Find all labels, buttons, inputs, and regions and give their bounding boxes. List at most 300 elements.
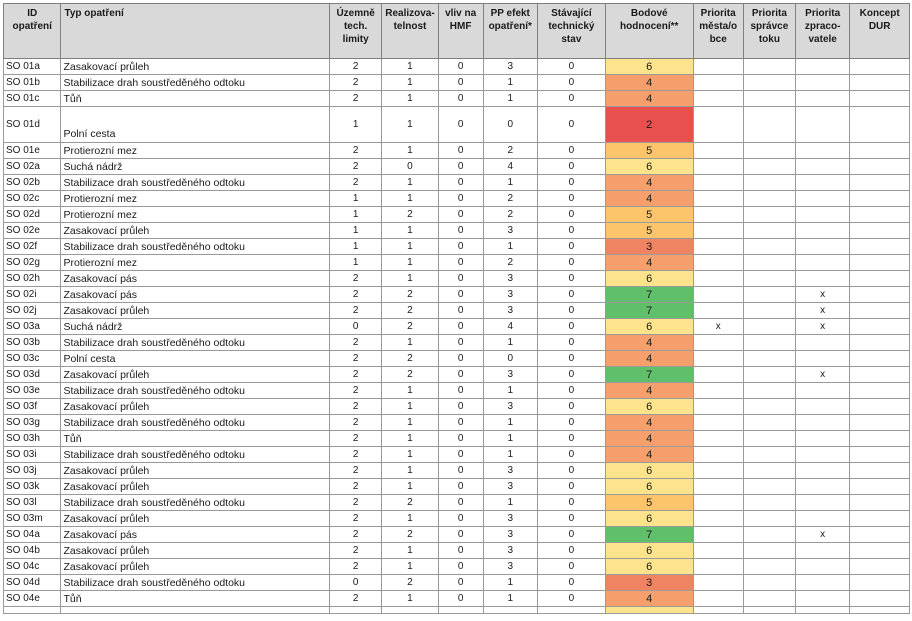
cell-koncept-dur xyxy=(850,319,910,335)
cell-limity: 1 xyxy=(330,191,382,207)
cell-koncept-dur xyxy=(850,447,910,463)
cell-priorita-mesta xyxy=(693,255,743,271)
cell-id: SO 02a xyxy=(4,159,61,175)
cell-priorita-mesta xyxy=(693,431,743,447)
cell-priorita-zpracovatele xyxy=(796,591,850,607)
cell-type: Zasakovací průleh xyxy=(61,543,330,559)
cell-realizovatelnost: 1 xyxy=(382,107,438,143)
cell-type: Zasakovací průleh xyxy=(61,511,330,527)
cell-stav: 0 xyxy=(537,59,605,75)
cell-priorita-spravce xyxy=(743,175,795,191)
cell-hmf: 0 xyxy=(438,303,483,319)
cell-priorita-spravce xyxy=(743,107,795,143)
cell-id: SO 03c xyxy=(4,351,61,367)
cell-hmf: 0 xyxy=(438,223,483,239)
cell-pp-efekt: 1 xyxy=(483,495,537,511)
cell-priorita-mesta xyxy=(693,303,743,319)
cell-realizovatelnost: 1 xyxy=(382,255,438,271)
cell-pp-efekt: 3 xyxy=(483,511,537,527)
cell-limity: 1 xyxy=(330,255,382,271)
cell-priorita-spravce xyxy=(743,303,795,319)
cell-limity: 2 xyxy=(330,479,382,495)
cell-type: Tůň xyxy=(61,91,330,107)
cell-koncept-dur xyxy=(850,591,910,607)
cell-type: Protierozní mez xyxy=(61,143,330,159)
cell-priorita-zpracovatele xyxy=(796,223,850,239)
cell-stav: 0 xyxy=(537,447,605,463)
cell-score: 5 xyxy=(605,143,693,159)
cell-id: SO 03m xyxy=(4,511,61,527)
cell-hmf: 0 xyxy=(438,287,483,303)
table-row xyxy=(4,91,910,107)
cell-pp-efekt: 3 xyxy=(483,287,537,303)
cell-id: SO 01a xyxy=(4,59,61,75)
cell-empty xyxy=(537,607,605,614)
cell-type: Stabilizace drah soustředěného odtoku xyxy=(61,447,330,463)
cell-priorita-spravce xyxy=(743,495,795,511)
cell-realizovatelnost: 1 xyxy=(382,191,438,207)
cell-koncept-dur xyxy=(850,511,910,527)
cell-score: 4 xyxy=(605,175,693,191)
cell-realizovatelnost: 1 xyxy=(382,447,438,463)
cell-score: 3 xyxy=(605,239,693,255)
cell-priorita-spravce xyxy=(743,75,795,91)
cell-priorita-spravce xyxy=(743,191,795,207)
header-line: Koncept xyxy=(859,8,900,19)
header-score xyxy=(605,4,693,59)
cell-priorita-spravce xyxy=(743,463,795,479)
cell-hmf: 0 xyxy=(438,107,483,143)
cell-priorita-spravce xyxy=(743,559,795,575)
cell-stav: 0 xyxy=(537,207,605,223)
cell-realizovatelnost: 1 xyxy=(382,463,438,479)
cell-empty xyxy=(693,607,743,614)
cell-stav: 0 xyxy=(537,479,605,495)
cell-priorita-zpracovatele xyxy=(796,91,850,107)
cell-priorita-zpracovatele xyxy=(796,255,850,271)
cell-priorita-mesta xyxy=(693,511,743,527)
cell-stav: 0 xyxy=(537,239,605,255)
header-line: DUR xyxy=(868,21,891,32)
header-line: stav xyxy=(561,34,582,45)
cell-pp-efekt: 1 xyxy=(483,383,537,399)
cell-type: Suchá nádrž xyxy=(61,159,330,175)
cell-priorita-mesta xyxy=(693,59,743,75)
cell-stav: 0 xyxy=(537,511,605,527)
cell-realizovatelnost: 2 xyxy=(382,287,438,303)
cell-score: 4 xyxy=(605,91,693,107)
cell-stav: 0 xyxy=(537,303,605,319)
cell-realizovatelnost: 1 xyxy=(382,143,438,159)
cell-pp-efekt: 2 xyxy=(483,255,537,271)
cell-stav: 0 xyxy=(537,383,605,399)
cell-type: Protierozní mez xyxy=(61,255,330,271)
cell-stav: 0 xyxy=(537,543,605,559)
cell-koncept-dur xyxy=(850,415,910,431)
header-priorita-zpracovatele xyxy=(796,4,850,59)
cell-score: 4 xyxy=(605,351,693,367)
cell-type: Zasakovací pás xyxy=(61,271,330,287)
cell-type: Tůň xyxy=(61,591,330,607)
cell-hmf: 0 xyxy=(438,591,483,607)
cell-priorita-mesta xyxy=(693,159,743,175)
cell-limity: 2 xyxy=(330,175,382,191)
cell-priorita-spravce xyxy=(743,207,795,223)
cell-score: 6 xyxy=(605,463,693,479)
table-row xyxy=(4,59,910,75)
cell-id: SO 02d xyxy=(4,207,61,223)
cell-type: Zasakovací průleh xyxy=(61,303,330,319)
table-row xyxy=(4,447,910,463)
table-row xyxy=(4,511,910,527)
cell-priorita-spravce xyxy=(743,383,795,399)
cell-priorita-spravce xyxy=(743,319,795,335)
cell-realizovatelnost: 1 xyxy=(382,59,438,75)
cell-realizovatelnost: 2 xyxy=(382,351,438,367)
header-type xyxy=(61,4,330,59)
cell-empty xyxy=(438,607,483,614)
cell-koncept-dur xyxy=(850,575,910,591)
cell-pp-efekt: 1 xyxy=(483,239,537,255)
cell-limity: 2 xyxy=(330,143,382,159)
cell-pp-efekt: 2 xyxy=(483,143,537,159)
cell-stav: 0 xyxy=(537,399,605,415)
cell-priorita-spravce xyxy=(743,415,795,431)
cell-hmf: 0 xyxy=(438,335,483,351)
cell-type: Zasakovací průleh xyxy=(61,223,330,239)
cell-pp-efekt: 1 xyxy=(483,591,537,607)
cell-priorita-mesta xyxy=(693,415,743,431)
cell-pp-efekt: 1 xyxy=(483,175,537,191)
cell-realizovatelnost: 1 xyxy=(382,511,438,527)
header-priorita-mesta xyxy=(693,4,743,59)
cell-priorita-zpracovatele: x xyxy=(796,287,850,303)
cell-limity: 2 xyxy=(330,495,382,511)
cell-score: 4 xyxy=(605,335,693,351)
cell-pp-efekt: 1 xyxy=(483,415,537,431)
cell-priorita-mesta xyxy=(693,399,743,415)
table-row xyxy=(4,143,910,159)
cell-koncept-dur xyxy=(850,191,910,207)
cell-priorita-spravce xyxy=(743,91,795,107)
cell-priorita-spravce xyxy=(743,351,795,367)
cell-stav: 0 xyxy=(537,367,605,383)
cell-hmf: 0 xyxy=(438,191,483,207)
cell-id: SO 01e xyxy=(4,143,61,159)
cell-id: SO 03b xyxy=(4,335,61,351)
cell-id: SO 02e xyxy=(4,223,61,239)
cell-stav: 0 xyxy=(537,335,605,351)
cell-pp-efekt: 1 xyxy=(483,75,537,91)
table-row xyxy=(4,463,910,479)
cell-priorita-spravce xyxy=(743,479,795,495)
header-line: Bodové xyxy=(630,8,668,19)
cell-id: SO 01c xyxy=(4,91,61,107)
cell-score: 6 xyxy=(605,543,693,559)
cell-koncept-dur xyxy=(850,495,910,511)
cell-pp-efekt: 3 xyxy=(483,367,537,383)
cell-pp-efekt: 1 xyxy=(483,575,537,591)
cell-priorita-mesta xyxy=(693,543,743,559)
cell-priorita-mesta xyxy=(693,559,743,575)
cell-score: 7 xyxy=(605,367,693,383)
table-row xyxy=(4,415,910,431)
cell-priorita-spravce xyxy=(743,447,795,463)
cell-priorita-zpracovatele: x xyxy=(796,527,850,543)
cell-limity: 2 xyxy=(330,75,382,91)
cell-pp-efekt: 3 xyxy=(483,303,537,319)
cell-score: 5 xyxy=(605,223,693,239)
cell-priorita-mesta xyxy=(693,175,743,191)
cell-priorita-mesta: x xyxy=(693,319,743,335)
table-row xyxy=(4,191,910,207)
cell-priorita-spravce xyxy=(743,255,795,271)
cell-score: 6 xyxy=(605,479,693,495)
cell-type: Zasakovací průleh xyxy=(61,463,330,479)
cell-score: 4 xyxy=(605,447,693,463)
cell-id: SO 04e xyxy=(4,591,61,607)
cell-priorita-zpracovatele xyxy=(796,431,850,447)
cell-type: Stabilizace drah soustředěného odtoku xyxy=(61,335,330,351)
header-line: města/o xyxy=(699,21,738,32)
cell-realizovatelnost: 1 xyxy=(382,175,438,191)
cell-priorita-mesta xyxy=(693,335,743,351)
table-row xyxy=(4,495,910,511)
header-line: technický xyxy=(548,21,595,32)
header-pp-efekt xyxy=(483,4,537,59)
cell-stav: 0 xyxy=(537,191,605,207)
cell-hmf: 0 xyxy=(438,399,483,415)
cell-limity: 2 xyxy=(330,367,382,383)
cell-limity: 2 xyxy=(330,335,382,351)
header-line: Typ opatření xyxy=(64,8,124,19)
cell-koncept-dur xyxy=(850,143,910,159)
table-row xyxy=(4,271,910,287)
cell-hmf: 0 xyxy=(438,383,483,399)
cell-pp-efekt: 3 xyxy=(483,223,537,239)
cell-priorita-mesta xyxy=(693,351,743,367)
cell-type: Zasakovací průleh xyxy=(61,479,330,495)
cell-empty xyxy=(850,607,910,614)
cell-score: 4 xyxy=(605,75,693,91)
cell-priorita-spravce xyxy=(743,223,795,239)
cell-pp-efekt: 3 xyxy=(483,399,537,415)
cell-koncept-dur xyxy=(850,239,910,255)
cell-hmf: 0 xyxy=(438,143,483,159)
cell-pp-efekt: 3 xyxy=(483,463,537,479)
cell-hmf: 0 xyxy=(438,495,483,511)
cell-limity: 2 xyxy=(330,415,382,431)
cell-priorita-spravce xyxy=(743,143,795,159)
cell-pp-efekt: 3 xyxy=(483,543,537,559)
cell-priorita-mesta xyxy=(693,287,743,303)
cell-priorita-mesta xyxy=(693,75,743,91)
cell-type: Stabilizace drah soustředěného odtoku xyxy=(61,575,330,591)
cell-realizovatelnost: 2 xyxy=(382,207,438,223)
cell-hmf: 0 xyxy=(438,543,483,559)
cell-realizovatelnost: 1 xyxy=(382,271,438,287)
cell-type: Stabilizace drah soustředěného odtoku xyxy=(61,495,330,511)
header-line: opatření xyxy=(12,21,52,32)
cell-type: Stabilizace drah soustředěného odtoku xyxy=(61,415,330,431)
cell-hmf: 0 xyxy=(438,239,483,255)
cell-score: 2 xyxy=(605,107,693,143)
cell-empty xyxy=(743,607,795,614)
cell-score: 5 xyxy=(605,207,693,223)
cell-type: Stabilizace drah soustředěného odtoku xyxy=(61,175,330,191)
header-line: limity xyxy=(342,34,369,45)
table-row xyxy=(4,107,910,143)
header-line: ID xyxy=(27,8,38,19)
table-row xyxy=(4,351,910,367)
cell-realizovatelnost: 1 xyxy=(382,479,438,495)
cell-priorita-zpracovatele xyxy=(796,271,850,287)
cell-koncept-dur xyxy=(850,559,910,575)
cell-priorita-mesta xyxy=(693,383,743,399)
header-line: správce xyxy=(750,21,789,32)
measures-table xyxy=(3,3,910,614)
cell-stav: 0 xyxy=(537,463,605,479)
cell-koncept-dur xyxy=(850,271,910,287)
cell-priorita-zpracovatele xyxy=(796,175,850,191)
header-line: bce xyxy=(709,34,727,45)
cell-type: Protierozní mez xyxy=(61,191,330,207)
cell-limity: 2 xyxy=(330,287,382,303)
cell-limity: 1 xyxy=(330,239,382,255)
cell-koncept-dur xyxy=(850,463,910,479)
cell-score: 4 xyxy=(605,191,693,207)
header-line: Stávající xyxy=(551,8,592,19)
cell-priorita-zpracovatele xyxy=(796,159,850,175)
cell-priorita-mesta xyxy=(693,591,743,607)
cell-hmf: 0 xyxy=(438,319,483,335)
cell-pp-efekt: 1 xyxy=(483,335,537,351)
header-limity xyxy=(330,4,382,59)
cell-priorita-zpracovatele xyxy=(796,447,850,463)
cell-realizovatelnost: 1 xyxy=(382,75,438,91)
cell-id: SO 04c xyxy=(4,559,61,575)
cell-koncept-dur xyxy=(850,303,910,319)
cell-priorita-zpracovatele xyxy=(796,463,850,479)
cell-hmf: 0 xyxy=(438,415,483,431)
cell-id: SO 03i xyxy=(4,447,61,463)
cell-koncept-dur xyxy=(850,287,910,303)
cell-limity: 2 xyxy=(330,383,382,399)
table-row xyxy=(4,399,910,415)
cell-priorita-mesta xyxy=(693,107,743,143)
cell-limity: 2 xyxy=(330,431,382,447)
cell-type: Zasakovací pás xyxy=(61,287,330,303)
header-row xyxy=(4,4,910,59)
cell-priorita-spravce xyxy=(743,527,795,543)
cell-priorita-spravce xyxy=(743,59,795,75)
cell-pp-efekt: 2 xyxy=(483,207,537,223)
cell-pp-efekt: 3 xyxy=(483,59,537,75)
cell-type: Stabilizace drah soustředěného odtoku xyxy=(61,383,330,399)
cell-hmf: 0 xyxy=(438,75,483,91)
cell-koncept-dur xyxy=(850,59,910,75)
header-line: vliv na xyxy=(445,8,477,19)
cell-koncept-dur xyxy=(850,159,910,175)
cell-hmf: 0 xyxy=(438,59,483,75)
cell-pp-efekt: 4 xyxy=(483,159,537,175)
cell-id: SO 04a xyxy=(4,527,61,543)
table-row xyxy=(4,431,910,447)
cell-stav: 0 xyxy=(537,255,605,271)
cell-priorita-spravce xyxy=(743,271,795,287)
cell-limity: 2 xyxy=(330,303,382,319)
table-row xyxy=(4,303,910,319)
header-line: Priorita xyxy=(751,8,787,19)
cell-limity: 2 xyxy=(330,543,382,559)
table-row xyxy=(4,591,910,607)
cell-pp-efekt: 3 xyxy=(483,559,537,575)
cell-priorita-zpracovatele xyxy=(796,479,850,495)
cell-stav: 0 xyxy=(537,431,605,447)
header-id xyxy=(4,4,61,59)
header-line: PP efekt xyxy=(490,8,530,19)
cell-hmf: 0 xyxy=(438,575,483,591)
cell-score: 6 xyxy=(605,159,693,175)
cell-priorita-zpracovatele xyxy=(796,495,850,511)
cell-priorita-zpracovatele xyxy=(796,383,850,399)
cell-score: 6 xyxy=(605,59,693,75)
cell-priorita-spravce xyxy=(743,399,795,415)
cell-priorita-spravce xyxy=(743,159,795,175)
cell-score: 6 xyxy=(605,399,693,415)
cell-priorita-mesta xyxy=(693,527,743,543)
cell-hmf: 0 xyxy=(438,447,483,463)
cell-id: SO 03j xyxy=(4,463,61,479)
cell-koncept-dur xyxy=(850,223,910,239)
cell-id: SO 02g xyxy=(4,255,61,271)
cell-pp-efekt: 2 xyxy=(483,191,537,207)
cell-koncept-dur xyxy=(850,543,910,559)
cell-priorita-zpracovatele xyxy=(796,335,850,351)
cell-priorita-spravce xyxy=(743,335,795,351)
table-row xyxy=(4,559,910,575)
cell-priorita-mesta xyxy=(693,447,743,463)
cell-limity: 2 xyxy=(330,463,382,479)
cell-limity: 1 xyxy=(330,223,382,239)
cell-realizovatelnost: 2 xyxy=(382,527,438,543)
cell-koncept-dur xyxy=(850,107,910,143)
table-row xyxy=(4,367,910,383)
cell-koncept-dur xyxy=(850,335,910,351)
header-line: toku xyxy=(758,34,780,45)
cell-type: Zasakovací průleh xyxy=(61,367,330,383)
table-row xyxy=(4,159,910,175)
cell-score: 6 xyxy=(605,319,693,335)
cell-id: SO 02h xyxy=(4,271,61,287)
cell-id: SO 02i xyxy=(4,287,61,303)
cell-stav: 0 xyxy=(537,175,605,191)
cell-realizovatelnost: 1 xyxy=(382,239,438,255)
cell-score: 4 xyxy=(605,255,693,271)
cell-score: 4 xyxy=(605,591,693,607)
cell-pp-efekt: 1 xyxy=(483,447,537,463)
cell-priorita-mesta xyxy=(693,223,743,239)
cell-koncept-dur xyxy=(850,351,910,367)
cell-priorita-mesta xyxy=(693,143,743,159)
cell-score: 5 xyxy=(605,495,693,511)
cell-limity: 2 xyxy=(330,591,382,607)
cell-type: Tůň xyxy=(61,431,330,447)
cell-stav: 0 xyxy=(537,107,605,143)
cell-hmf: 0 xyxy=(438,207,483,223)
cell-priorita-mesta xyxy=(693,271,743,287)
cell-type: Zasakovací průleh xyxy=(61,59,330,75)
